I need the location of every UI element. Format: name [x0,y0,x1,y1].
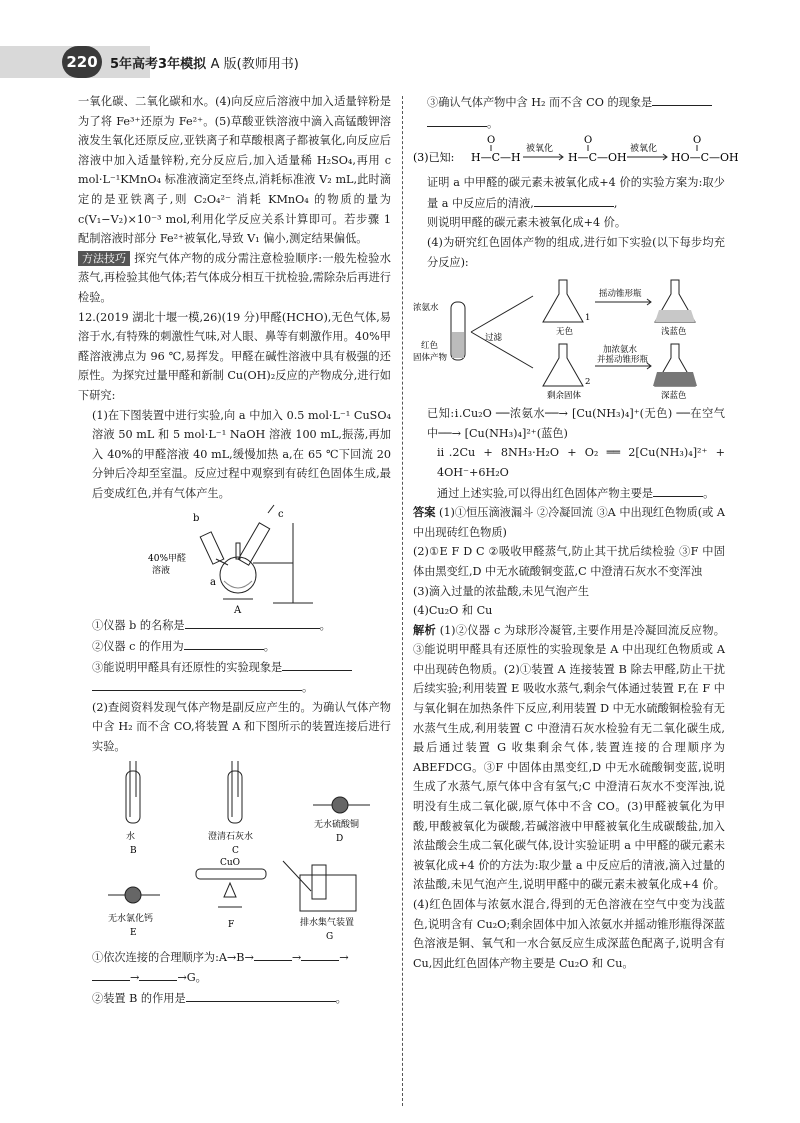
action-2a: 加浓氨水 [603,345,638,356]
q12-2-item1: ①依次连接的合理顺序为:A→B→ → → [78,947,391,968]
arrow-label-1: 被氧化 [526,144,554,155]
method-tip-label: 方法技巧 [78,251,130,266]
answer-block [413,503,725,542]
conclusion-prompt: 通过上述实验,可以得出红色固体产物主要是 。 [413,483,725,504]
method-tip [78,249,391,308]
answer-1: (1)①恒压滴液漏斗 ②冷凝回流 ③A 中出现红色物质(或 A 中出现砖红色物质) [413,506,725,539]
label-D-content: 无水硫酸铜 [314,819,360,830]
label-C: C [232,845,239,856]
tube-label-2: 红色 [421,341,439,352]
molecule-carbonic-acid: HO—C—OH [671,151,739,165]
book-title [110,53,299,72]
oxygen-2: O [584,135,593,147]
red-solid-experiment-figure [413,272,725,404]
label-solution: 40%甲醛 [148,554,187,565]
question-12-part1: (1)在下图装置中进行实验,向 a 中加入 0.5 mol·L⁻¹ CuSO₄ 溶液 50 mL 和 5 mol·L⁻¹ NaOH 溶液 100 mL,振荡,再加入 40%的甲醛溶液 40 mL,缓慢加热 a,在 65 ℃下回流 20 分钟后冷却至室温。反应过程中观察到有砖红色固体生成,最后变成红色,并有气体产生。 [92,408,391,500]
left-column [78,92,391,1008]
flask2-number: 2 [585,377,591,388]
arrow-label-2: 被氧化 [630,144,658,155]
oxidation-scheme [413,133,739,173]
label-b: b [193,513,200,525]
apparatus-a-figure [78,503,391,615]
flask1-number: 1 [585,313,591,324]
q3-prefix: (3)已知: [413,151,455,165]
label-E: E [130,927,137,938]
q12-2-item3-cont: 。 [413,113,725,134]
filter-label: 过滤 [485,333,503,344]
label-C-content: 澄清石灰水 [208,831,254,842]
label-B: B [130,845,137,856]
oxygen-1: O [487,135,496,147]
analysis-text: (1)②仪器 c 为球形冷凝管,主要作用是冷凝回流反应物。③能说明甲醛具有还原性的实验现象是 A 中出现红色物质或 A 中出现砖色物质。(2)①装置 A 连接装置 B 除去甲醛,防止干扰后续实验;利用装置 E 吸收水蒸气,剩余气体通过装置 F,在 F 中与氧化铜在加热条件下反应,利用装置 D 中无水硫酸铜检验有无水蒸气生成,利用装置 C 中澄清石灰水检验有无二氧化碳生成,最后通过装置 G 收集剩余气体,装置连接的合理顺序为 ABEFDCG。③F 中固体由黑变红,D 中无水硫酸铜变蓝,说明生成了水蒸气,原气体中含有氢气;C 中澄清石灰水不变浑浊,说明没有生成二氧化碳,原气体中不含 CO。(3)甲醛被氧化为甲酸,甲酸被氧化为碳酸,若碱溶液中甲醛被氧化生成碳酸盐,加入浓盐酸会生成二氧化碳气体,设计实验证明 a 中甲醛的碳元素未被氧化成+4 价的方法为:取少量 a 中反应后的清液,滴入过量的浓盐酸,未见气泡产生,说明甲醛中的碳元素未被氧化成+4 价。(4)红色固体与浓氨水混合,得到的无色溶液在空气中变为浅蓝色,说明含有 Cu₂O;剩余固体中加入浓氨水并摇动锥形瓶得深蓝色溶液是铜、氧气和一水合氨反应生成深蓝色配离子,说明含有 Cu,因此红色固体产物主要是 Cu₂O 和 Cu。 [413,623,725,970]
action-1: 摇动锥形瓶 [599,289,642,300]
page-number: 220 [62,46,102,78]
flask2-label: 剩余固体 [547,391,582,402]
label-F: F [228,919,235,930]
q12-2-item3: ③确认气体产物中含 H₂ 而不含 CO 的现象是 [413,92,725,113]
answer-label: 答案 [413,506,436,520]
tube-label-3: 固体产物 [413,353,448,364]
question-12-part2: (2)查阅资料发现气体产物是副反应产生的。为确认气体产物中含 H₂ 而不含 CO,将装置 A 和下图所示的装置连接后进行实验。 [92,700,391,754]
label-G: G [326,931,334,942]
question-12-intro: 12.(2019 湖北十堰一模,26)(19 分)甲醛(HCHO),无色气体,易溶于水,有特殊的刺激性气味,对人眼、鼻等有刺激作用。40%甲醛溶液沸点为 96 ℃,易挥发。甲醛在碱性溶液中具有极强的还原性。为探究过量甲醛和新制 Cu(OH)₂反应的产物成分,进行如下研究: [78,310,391,402]
method-tip-text: 探究气体产物的成分需注意检验顺序:一般先检验水蒸气,再检验其他气体;若气体成分相互干扰检验,需除杂后再进行检验。 [78,251,391,304]
tube-label-1: 浓氨水 [413,303,439,314]
known-2: ⅱ.2Cu + 8NH₃·H₂O + O₂ ══ 2[Cu(NH₃)₄]²⁺ + 4OH⁻+6H₂O [437,446,725,479]
action-2b: 并摇动锥形瓶 [597,355,649,366]
question-12-part4: (4)为研究红色固体产物的组成,进行如下实验(以下每步均充分反应): [427,235,725,269]
label-F-content: CuO [220,857,241,868]
molecule-formic-acid: H—C—OH [568,151,627,165]
apparatus-bg-figure [78,757,391,947]
flask1-label: 无色 [556,327,574,338]
label-c: c [278,509,284,521]
q12-2-item1-cont: → →G。 [78,967,391,988]
molecule-formaldehyde: H—C—H [471,151,521,165]
q12-1-item1: ①仪器 b 的名称是 。 [78,615,391,636]
label-D: D [336,833,344,844]
q12-1-item3-cont: 。 [78,677,391,698]
result-2: 深蓝色 [661,391,687,402]
label-a: a [210,577,216,589]
label-B-content: 水 [126,831,136,842]
book-edition: A 版(教师用书) [210,57,299,72]
q12-1-item3: ③能说明甲醛具有还原性的实验现象是 [78,657,391,678]
label-solution-2: 溶液 [152,566,171,577]
book-name: 5年高考3年模拟 [110,57,207,72]
q12-1-item2: ②仪器 c 的作用为 。 [78,636,391,657]
q12-3-end: 则说明甲醛的碳元素未被氧化成+4 价。 [427,216,627,230]
continued-analysis: 一氧化碳、二氧化碳和水。(4)向反应后溶液中加入适量锌粉是为了将 Fe³⁺还原为 Fe²⁺。(5)草酸亚铁溶液中滴入高锰酸钾溶液发生氧化还原反应,亚铁离子和草酸根离子都被氧化,向反应后溶液中加入适量锌粉,充分反应后,加入适量稀 H₂SO₄,再用 c mol·L⁻¹KMnO₄ 标准液滴定至终点,消耗标准液 V₂ mL,此时滴定的是亚铁离子,则 C₂O₄²⁻ 消耗 KMnO₄ 的物质的量为 c(V₁−V₂)×10⁻³ mol,利用化学反应关系计算即可。若步骤 1 配制溶液时部分 Fe²⁺被氧化,导致 V₁ 偏小,测定结果偏低。 [78,95,391,246]
label-A: A [234,605,242,617]
result-1: 浅蓝色 [661,327,687,338]
known-1: 已知:ⅰ.Cu₂O ──浓氨水──→ [Cu(NH₃)₄]⁺(无色) ──在空气中──→ [Cu(NH₃)₄]²⁺(蓝色) [427,407,725,440]
right-column [413,92,739,973]
answer-3: (3)滴入过量的浓盐酸,未见气泡产生 [413,584,590,598]
answer-2: (2)①E F D C ②吸收甲醛蒸气,防止其干扰后续检验 ③F 中固体由黑变红,D 中无水硫酸铜变蓝,C 中澄清石灰水不变浑浊 [413,545,725,578]
answer-4: (4)Cu₂O 和 Cu [413,604,493,618]
label-G-content: 排水集气装置 [300,917,355,928]
page-header [0,40,800,84]
q12-2-item2: ②装置 B 的作用是 。 [78,988,391,1009]
analysis-label: 解析 [413,623,436,637]
q12-3-text: 证明 a 中甲醛的碳元素未被氧化成+4 价的实验方案为:取少量 a 中反应后的清液, , [427,176,725,210]
analysis-block [413,621,725,974]
column-divider [402,96,403,1106]
oxygen-3: O [693,135,702,147]
label-E-content: 无水氯化钙 [108,913,154,924]
